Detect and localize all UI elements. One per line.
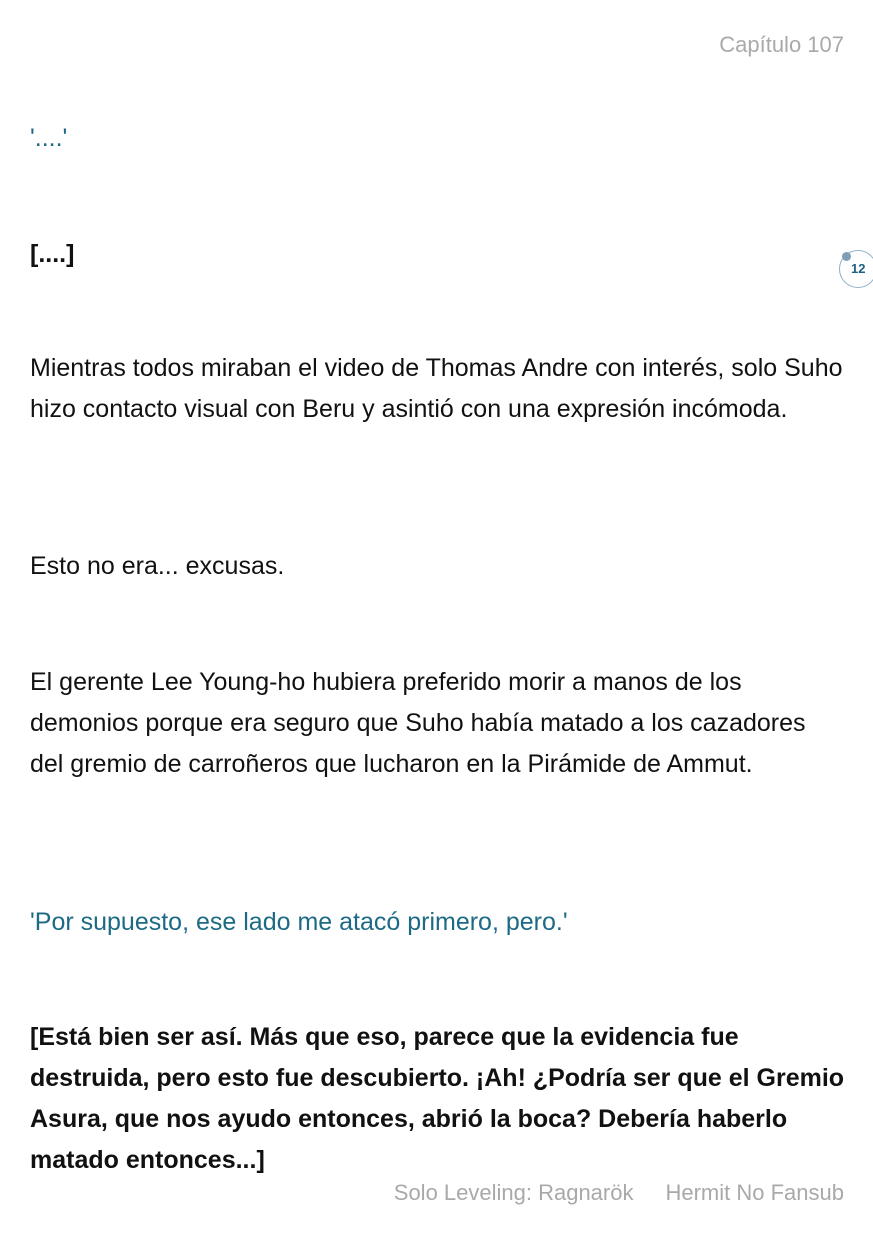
translator-credit: Hermit No Fansub	[665, 1180, 844, 1205]
narration-paragraph: El gerente Lee Young-ho hubiera preferido morir a manos de los demonios porque era seguro que Suho había matado a los cazadores del gremio de carroñeros que lucharon en la Pirámide de Ammut.	[30, 668, 806, 778]
book-title: Solo Leveling: Ragnarök	[393, 1180, 634, 1205]
indicator-dot-icon	[842, 252, 851, 261]
comment-count-badge[interactable]	[839, 250, 873, 288]
comment-count: 12	[851, 261, 866, 276]
system-message-ellipsis: [....]	[30, 240, 75, 268]
narration-paragraph: Mientras todos miraban el video de Thomas Andre con interés, solo Suho hizo contacto visual con Beru y asintió con una expresión incómoda.	[30, 354, 843, 423]
narration-paragraph: Esto no era... excusas.	[30, 552, 285, 580]
chapter-label: Capítulo 107	[719, 32, 844, 57]
system-message-paragraph: [Está bien ser así. Más que eso, parece que la evidencia fue destruida, pero esto fue descubierto. ¡Ah! ¿Podría ser que el Gremio Asura, que nos ayudo entonces, abrió la boca? Debería haberlo matado entonces...]	[30, 1023, 845, 1174]
thought-paragraph: 'Por supuesto, ese lado me atacó primero, pero.'	[30, 908, 568, 936]
page-footer	[394, 1180, 844, 1206]
thought-ellipsis: '....'	[30, 124, 68, 152]
